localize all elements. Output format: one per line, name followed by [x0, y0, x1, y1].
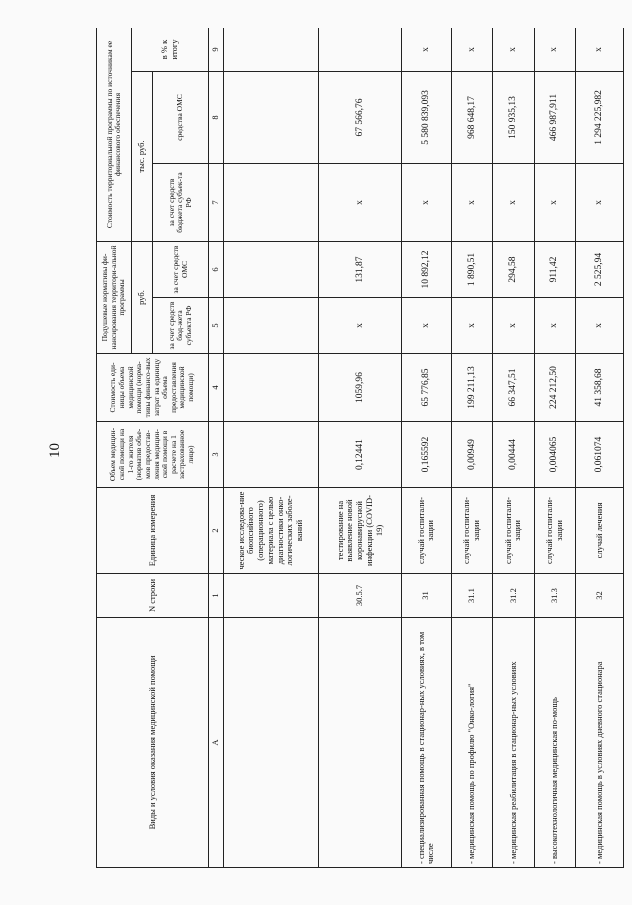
header-volume: Объем медицин-ской помощи на 1-го жителя (норматив объе-мов предостав-ления медицин-ской помощи в расчете на 1 застрахованное лицо) [97, 422, 209, 488]
row-norm-oms: 1 890,51 [451, 241, 492, 297]
row-total-oms: 466 987,911 [534, 71, 575, 163]
table-row [493, 28, 534, 868]
row-norm-oms: 10 892,12 [401, 241, 451, 297]
index-cell: 9 [209, 28, 224, 71]
row-norm-oms: 911,42 [534, 241, 575, 297]
index-cell: 3 [209, 422, 224, 488]
row-total-budget [223, 163, 318, 241]
row-volume: 0,00949 [451, 422, 492, 488]
row-unit-cost: 41 358,68 [576, 354, 624, 422]
row-norm-budget: x [451, 298, 492, 354]
row-total-oms: 1 294 225,982 [576, 71, 624, 163]
row-total-oms: 67 566,76 [318, 71, 401, 163]
row-total-budget: x [576, 163, 624, 241]
header-unit-cost: Стоимость еди-ницы объема медицинской помощи (норма-тивы финансо-вых затрат на единицу объема предоставления медицинской помощи) [97, 354, 209, 422]
row-kind: - высокотехнологичная медицинская по-мощь [534, 618, 575, 868]
row-number [223, 574, 318, 618]
row-norm-budget: x [318, 298, 401, 354]
row-total-oms: 5 580 839,093 [401, 71, 451, 163]
row-number: 31.2 [493, 574, 534, 618]
row-percent [318, 28, 401, 71]
header-percent: в % к итогу [132, 28, 209, 71]
row-total-budget: x [451, 163, 492, 241]
rotated-table [96, 28, 624, 868]
row-total-budget: x [493, 163, 534, 241]
row-volume: 0,165592 [401, 422, 451, 488]
row-unit-cost: 65 776,85 [401, 354, 451, 422]
header-total-oms: средства ОМС [153, 71, 209, 163]
index-cell: 8 [209, 71, 224, 163]
row-unit-cost [223, 354, 318, 422]
index-cell: 5 [209, 298, 224, 354]
row-number: 31 [401, 574, 451, 618]
table-row [576, 28, 624, 868]
row-unit: случай госпитали-зации [493, 488, 534, 574]
row-number: 31.1 [451, 574, 492, 618]
table-row [223, 28, 318, 868]
row-unit: случай госпитали-зации [401, 488, 451, 574]
row-total-oms: 968 648,17 [451, 71, 492, 163]
table-row [534, 28, 575, 868]
row-kind: - медицинская помощь в условиях дневного стационара [576, 618, 624, 868]
row-norm-budget: x [493, 298, 534, 354]
row-total-budget: x [401, 163, 451, 241]
row-unit: ческое исследова-ние биопсийного (операционного) материала с целью диагностики онко-логических заболе-ваний [223, 488, 318, 574]
row-percent: x [401, 28, 451, 71]
row-unit: случай госпитали-зации [451, 488, 492, 574]
rotated-table-frame [96, 28, 624, 868]
row-total-oms: 150 935,13 [493, 71, 534, 163]
header-norm-budget: за счет средств бюд-жета субъекта РФ [153, 298, 209, 354]
header-row-number: N строки [97, 574, 209, 618]
row-percent: x [451, 28, 492, 71]
header-rub: руб. [132, 241, 153, 353]
row-kind [223, 618, 318, 868]
row-norm-oms: 131,87 [318, 241, 401, 297]
header-per-capita: Подушевые нормативы фи-нансирования территори-альной программы [97, 241, 132, 353]
row-total-budget: x [318, 163, 401, 241]
index-cell: 2 [209, 488, 224, 574]
row-unit: случай лечения [576, 488, 624, 574]
index-cell: 7 [209, 163, 224, 241]
row-norm-budget: x [534, 298, 575, 354]
row-unit-cost: 199 211,13 [451, 354, 492, 422]
row-unit-cost: 224 212,50 [534, 354, 575, 422]
row-kind [318, 618, 401, 868]
header-unit: Единица измерения [97, 488, 209, 574]
row-norm-budget [223, 298, 318, 354]
page-number: 10 [47, 443, 63, 458]
medical-care-cost-table [96, 28, 624, 868]
row-kind: - специализированная помощь в стационар-ных условиях, в том числе [401, 618, 451, 868]
row-percent: x [534, 28, 575, 71]
table-row [401, 28, 451, 868]
row-number: 30.5.7 [318, 574, 401, 618]
row-percent: x [576, 28, 624, 71]
index-cell: A [209, 618, 224, 868]
row-total-oms [223, 71, 318, 163]
row-unit-cost: 66 347,51 [493, 354, 534, 422]
row-number: 31.3 [534, 574, 575, 618]
row-norm-budget: x [401, 298, 451, 354]
row-volume: 0,00444 [493, 422, 534, 488]
row-unit: тестирование на выявление новой коронавирусной инфекции (COVID-19) [318, 488, 401, 574]
row-volume: 0,004065 [534, 422, 575, 488]
table-row [318, 28, 401, 868]
row-volume [223, 422, 318, 488]
row-percent: x [493, 28, 534, 71]
header-thousand-rub: тыс. руб. [132, 71, 153, 241]
index-cell: 6 [209, 241, 224, 297]
header-norm-oms: за счет средств ОМС [153, 241, 209, 297]
row-norm-oms: 294,58 [493, 241, 534, 297]
row-norm-oms: 2 525,94 [576, 241, 624, 297]
row-norm-oms [223, 241, 318, 297]
row-norm-budget: x [576, 298, 624, 354]
row-kind: - медицинская реабилитация в стационар-ных условиях [493, 618, 534, 868]
header-program-cost: Стоимость территориальной программы по источникам ее финансового обеспечения [97, 28, 132, 241]
row-volume: 0,061074 [576, 422, 624, 488]
row-volume: 0,12441 [318, 422, 401, 488]
row-unit: случай госпитали-зации [534, 488, 575, 574]
row-unit-cost: 1059,96 [318, 354, 401, 422]
row-percent [223, 28, 318, 71]
header-kind: Виды и условия оказания медицинской помощи [97, 618, 209, 868]
row-total-budget: x [534, 163, 575, 241]
index-cell: 4 [209, 354, 224, 422]
index-cell: 1 [209, 574, 224, 618]
row-kind: - медицинская помощь по профилю "Онко-логия" [451, 618, 492, 868]
table-row [451, 28, 492, 868]
row-number: 32 [576, 574, 624, 618]
header-total-budget: за счет средств бюджета субъек-та РФ [153, 163, 209, 241]
